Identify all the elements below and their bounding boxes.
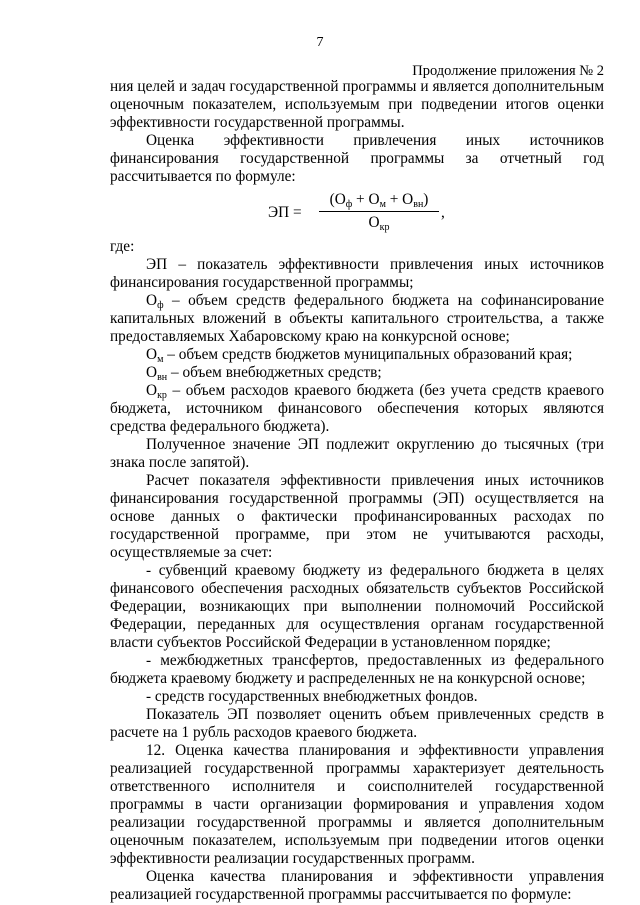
where-label: где:	[110, 238, 135, 255]
page-number: 7	[316, 35, 324, 50]
formula-ep	[110, 186, 604, 238]
paragraph-continuation: ния целей и задач государственной программы и является дополнительным оценочным показателем, используемым при подведении итогов оценки эффективности государственной программы.	[110, 78, 604, 131]
paragraph-calculation: Расчет показателя эффективности привлечения иных источников финансирования государственной программы (ЭП) осуществляется на основе данных о фактически профинансированных расходах по государственной программе, при этом не учитываются расходы, осуществляемые за счет:	[110, 472, 604, 561]
bullet-funds: - средств государственных внебюджетных фондов.	[146, 688, 478, 705]
bullet-transfers: - межбюджетных трансфертов, предоставленных из федерального бюджета краевому бюджету и распределенных не на конкурсной основе;	[110, 652, 604, 687]
formula-lhs: ЭП =	[268, 204, 302, 221]
paragraph-12: 12. Оценка качества планирования и эффективности управления реализацией государственной программы характеризует деятельность ответственного исполнителя и соисполнителей государственной программы в части организации формирования и управления ходом реализации государственной программы и является дополнительным оценочным показателем, используемым при подведении итогов оценки эффективности реализации государственных программ.	[110, 742, 604, 867]
definition-of: $О_ф$ – объем средств федерального бюджета на софинансирование капитальных вложений в объекты капитального строительства, а также предоставляемых Хабаровскому краю на конкурсной основе;	[110, 292, 604, 345]
document-body	[110, 78, 604, 904]
paragraph-allows: Показатель ЭП позволяет оценить объем привлеченных средств в расчете на 1 рубль расходов краевого бюджета.	[110, 706, 604, 741]
formula-denominator: $О_{кр}$	[368, 214, 390, 233]
formula-fraction	[319, 191, 439, 232]
definition-ep: ЭП – показатель эффективности привлечения иных источников финансирования государственной программы;	[110, 256, 604, 291]
formula-comma: ,	[441, 204, 445, 221]
appendix-continuation-header: Продолжение приложения № 2	[412, 63, 604, 79]
paragraph-last: Оценка качества планирования и эффективности управления реализацией государственной программы рассчитывается по формуле:	[110, 868, 604, 903]
formula-numerator: $(О_ф + О_м + О_{вн})$	[319, 191, 439, 212]
definition-okr: $О_{кр}$ – объем расходов краевого бюджета (без учета средств краевого бюджета, источником финансового обеспечения которых являются средства федерального бюджета).	[110, 382, 604, 435]
paragraph-formula-intro: Оценка эффективности привлечения иных источников финансирования государственной программы за отчетный год рассчитывается по формуле:	[110, 132, 604, 185]
definition-om: $О_м$ – объем средств бюджетов муниципальных образований края;	[146, 346, 573, 365]
definition-ovn: $О_{вн}$ – объем внебюджетных средств;	[146, 364, 382, 383]
bullet-subventions: - субвенций краевому бюджету из федерального бюджета в целях финансового обеспечения расходных обязательств субъектов Российской Федерации, возникающих при выполнении полномочий Российской Федерации, переданных для осуществления органам государственной власти субъектов Российской Федерации в установленном порядке;	[110, 562, 604, 651]
paragraph-rounding: Полученное значение ЭП подлежит округлению до тысячных (три знака после запятой).	[110, 436, 604, 471]
